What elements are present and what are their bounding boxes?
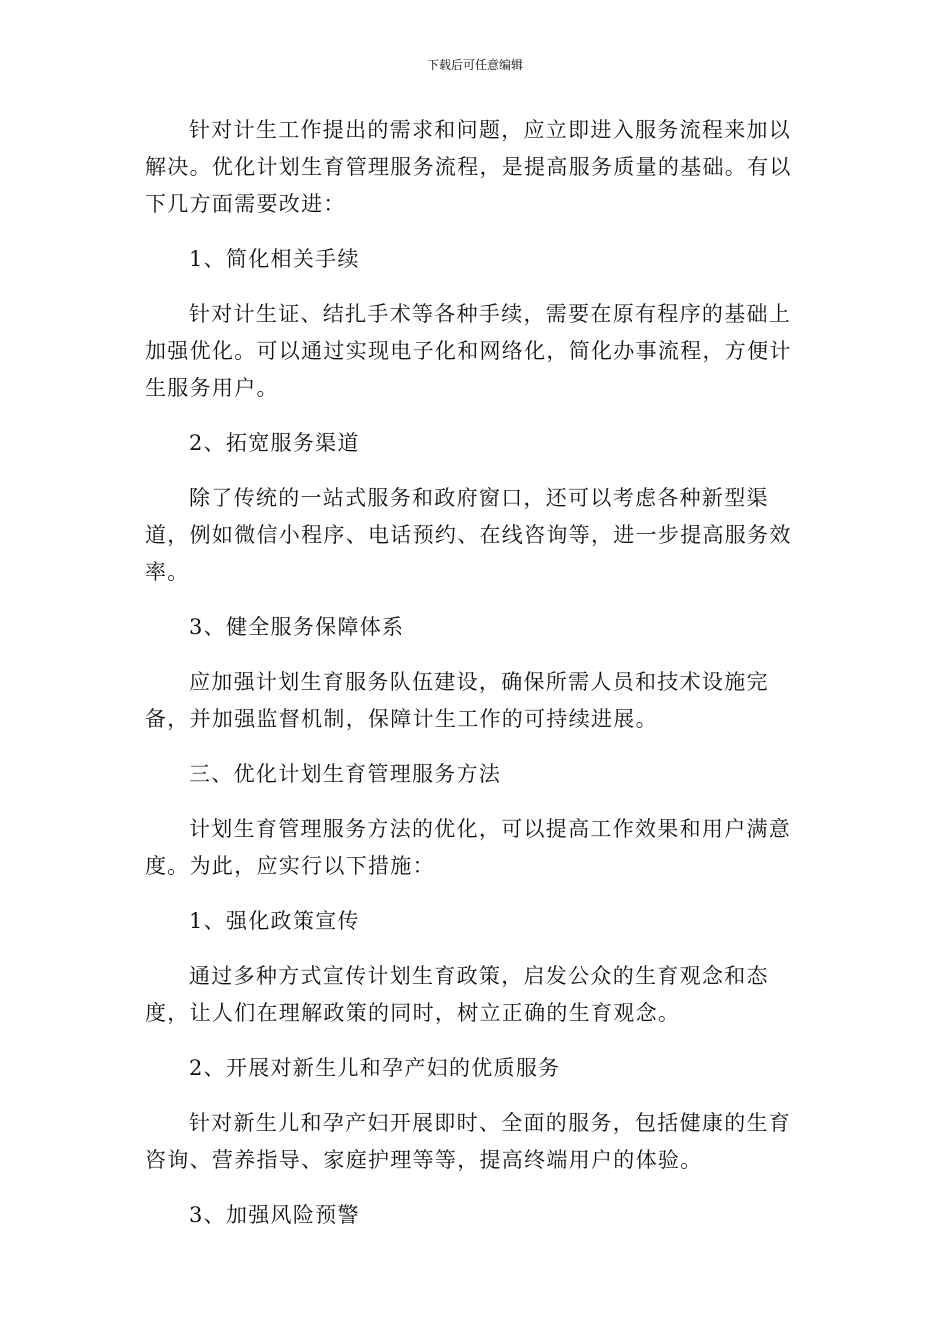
document-body: [145, 112, 797, 1234]
body-paragraph: 除了传统的一站式服务和政府窗口，还可以考虑各种新型渠道，例如微信小程序、电话预约、在线咨询等，进一步提高服务效率。: [145, 486, 792, 584]
body-paragraph: 应加强计划生育服务队伍建设，确保所需人员和技术设施完备，并加强监督机制，保障计生工作的可持续进展。: [145, 670, 769, 731]
section-item-heading: 3、加强风险预警: [189, 1203, 360, 1227]
section-item-heading: 3、健全服务保障体系: [189, 615, 405, 639]
section-item-heading: 1、强化政策宣传: [189, 909, 360, 933]
intro-paragraph: 针对计生工作提出的需求和问题，应立即进入服务流程来加以解决。优化计划生育管理服务流程，是提高服务质量的基础。有以下几方面需要改进：: [145, 118, 792, 216]
body-paragraph: 针对计生证、结扎手术等各种手续，需要在原有程序的基础上加强优化。可以通过实现电子化和网络化，简化办事流程，方便计生服务用户。: [145, 302, 792, 400]
section-heading: 三、优化计划生育管理服务方法: [189, 762, 502, 786]
section-item-heading: 1、简化相关手续: [189, 247, 360, 271]
download-note: 下载后可任意编辑: [426, 58, 523, 72]
section-item-heading: 2、开展对新生儿和孕产妇的优质服务: [189, 1056, 561, 1080]
body-paragraph: 计划生育管理服务方法的优化，可以提高工作效果和用户满意度。为此，应实行以下措施：: [145, 817, 792, 878]
section-item-heading: 2、拓宽服务渠道: [189, 431, 360, 455]
body-paragraph: 针对新生儿和孕产妇开展即时、全面的服务，包括健康的生育咨询、营养指导、家庭护理等等，提高终端用户的体验。: [145, 1111, 792, 1172]
body-paragraph: 通过多种方式宣传计划生育政策，启发公众的生育观念和态度，让人们在理解政策的同时，树立正确的生育观念。: [145, 964, 769, 1025]
